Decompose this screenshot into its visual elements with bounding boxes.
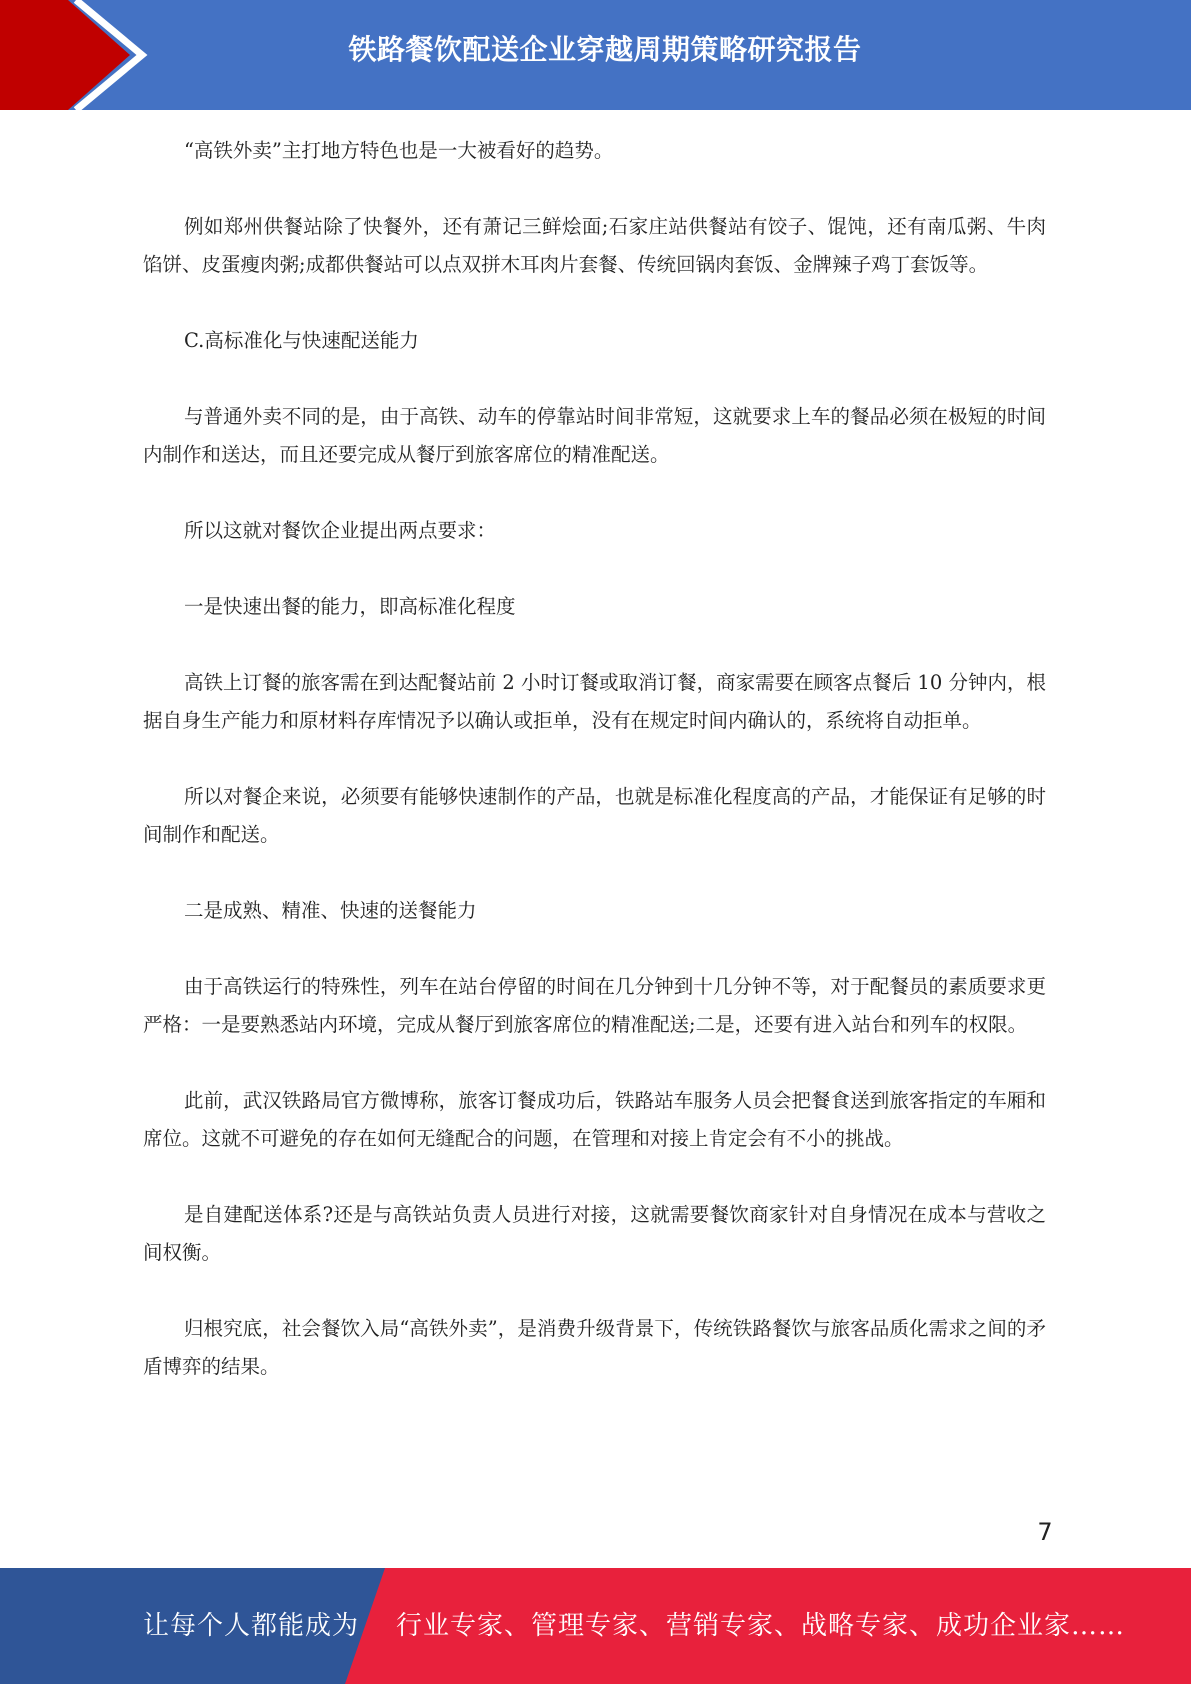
footer-slogan-left: 让每个人都能成为 (143, 1611, 360, 1641)
footer-slogan-right: 行业专家、管理专家、营销专家、战略专家、成功企业家…… (396, 1611, 1126, 1641)
page-number: 7 (1037, 1518, 1053, 1546)
paragraph: “高铁外卖”主打地方特色也是一大被看好的趋势。 (183, 139, 614, 162)
sub-heading: 二是成熟、精准、快速的送餐能力 (183, 899, 477, 922)
sub-heading: 一是快速出餐的能力，即高标准化程度 (183, 595, 516, 618)
paragraph: 所以对餐企来说，必须要有能够快速制作的产品，也就是标准化程度高的产品，才能保证有足够的时间制作和配送。 (143, 785, 1046, 846)
paragraph: 此前，武汉铁路局官方微博称，旅客订餐成功后，铁路站车服务人员会把餐食送到旅客指定的车厢和席位。这就不可避免的存在如何无缝配合的问题，在管理和对接上肯定会有不小的挑战。 (143, 1089, 1046, 1150)
paragraph: 例如郑州供餐站除了快餐外，还有萧记三鲜烩面;石家庄站供餐站有饺子、馄饨，还有南瓜粥、牛肉馅饼、皮蛋瘦肉粥;成都供餐站可以点双拼木耳肉片套餐、传统回锅肉套饭、金牌辣子鸡丁套饭等。 (143, 215, 1046, 276)
paragraph: 高铁上订餐的旅客需在到达配餐站前 2 小时订餐或取消订餐，商家需要在顾客点餐后 10 分钟内，根据自身生产能力和原材料存库情况予以确认或拒单，没有在规定时间内确认的，系统将自动拒单。 (143, 671, 1046, 732)
paragraph: 是自建配送体系?还是与高铁站负责人员进行对接，这就需要餐饮商家针对自身情况在成本与营收之间权衡。 (143, 1203, 1046, 1264)
document-body (143, 132, 1046, 1424)
paragraph: 所以这就对餐饮企业提出两点要求： (183, 519, 496, 542)
section-heading: C.高标准化与快速配送能力 (183, 329, 419, 352)
paragraph: 归根究底，社会餐饮入局“高铁外卖”，是消费升级背景下，传统铁路餐饮与旅客品质化需求之间的矛盾博弈的结果。 (143, 1317, 1046, 1378)
paragraph: 与普通外卖不同的是，由于高铁、动车的停靠站时间非常短，这就要求上车的餐品必须在极短的时间内制作和送达，而且还要完成从餐厅到旅客席位的精准配送。 (143, 405, 1046, 466)
report-title: 铁路餐饮配送企业穿越周期策略研究报告 (348, 33, 862, 66)
footer-banner (0, 1568, 1191, 1684)
paragraph: 由于高铁运行的特殊性，列车在站台停留的时间在几分钟到十几分钟不等，对于配餐员的素质要求更严格：一是要熟悉站内环境，完成从餐厅到旅客席位的精准配送;二是，还要有进入站台和列车的权限。 (143, 975, 1046, 1036)
header-banner (0, 0, 1191, 110)
